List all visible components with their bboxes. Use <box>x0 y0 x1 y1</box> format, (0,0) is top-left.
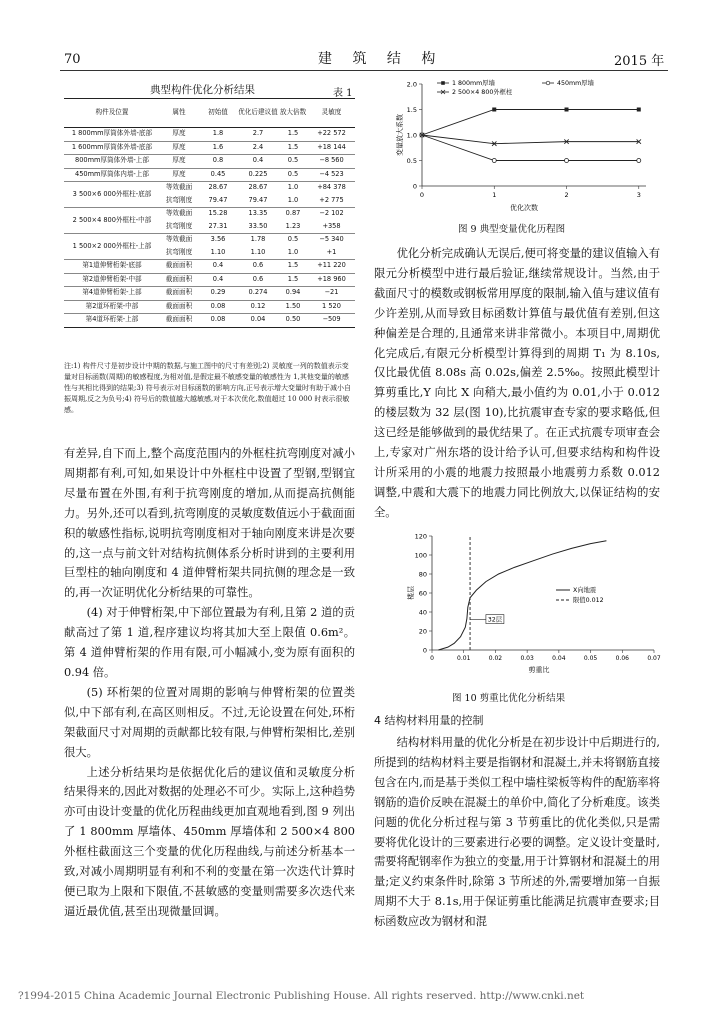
table-cell: +2 775 <box>319 195 344 204</box>
table-cell: +358 <box>322 221 341 230</box>
table-row <box>64 141 355 155</box>
table-row <box>64 273 355 287</box>
table-cell: 0.87 <box>278 208 308 221</box>
x-tick-label: 0.02 <box>488 655 503 662</box>
header-rule <box>60 70 668 71</box>
figure-9-chart <box>392 76 662 216</box>
table-cell: 0.5 <box>278 155 308 169</box>
table-cell: 15.28 <box>198 208 238 221</box>
table-cell: 截面面积 <box>160 287 198 301</box>
table-cell: 1 800mm厚筒体外墙-底部 <box>71 129 153 138</box>
table-cell: 1.50 <box>278 300 308 314</box>
table-cell: 等效截面 <box>160 208 198 221</box>
legend-label: 2 500×4 800外框柱 <box>452 89 513 96</box>
table-row <box>64 260 355 274</box>
table-cell: 0.274 <box>238 287 278 301</box>
figure-10-chart <box>404 530 666 678</box>
table-row <box>64 128 355 142</box>
data-point <box>565 108 569 112</box>
table-cell: 厚度 <box>160 141 198 155</box>
table-row <box>64 234 355 247</box>
table-cell: +1 <box>326 247 337 256</box>
data-point <box>492 108 496 112</box>
table-cell: 800mm厚筒体外墙-上部 <box>64 155 160 169</box>
journal-title: 建 筑 结 构 <box>318 51 444 67</box>
y-tick-label: 80 <box>418 570 427 579</box>
table-cell: +11 220 <box>308 260 355 274</box>
table-cell: 1.5 <box>278 273 308 287</box>
y-tick-label: 2.0 <box>406 80 417 89</box>
table-cell: 13.35 <box>238 208 278 221</box>
right-paragraph-2: 结构材料用量的优化分析是在初步设计中后期进行的,所提到的结构材料主要是指钢材和混凝土,并未将钢筋直接包含在内,而是基于类似工程中墙柱梁板等构件的配筋率将钢筋的造价反映在混凝土的单价中,简化了分析难度。该类问题的优化分析过程与第 3 节剪重比的优化类似,只是需要将优化设计的三要素进行必要的调整。定义设计变量时,需要将配钢率作为独立的变量,用于计算钢材和混凝土的用量;定义约束条件时,除第 3 节所述的外,需要增加第一自振周期不大于 8.1s,用于保证剪重比能满足抗震审查要求;目标函数应改为钢材和混 <box>374 736 661 929</box>
legend-marker <box>546 81 550 85</box>
table-row <box>64 168 355 182</box>
x-tick-label: 0.07 <box>647 655 661 662</box>
table-cell: 截面面积 <box>160 273 198 287</box>
right-paragraph-1: 优化分析完成确认无误后,便可将变量的建议值输入有限元分析模型中进行最后验证,继续常规设计。当然,由于截面尺寸的模数或钢板常用厚度的限制,输入值与建议值有少许差别,从而导致目标函数计算值与最优值有差别,但这种偏差是合理的,且通常来讲非常微小。本项目中,周期优化完成后,有限元分析模型计算得到的周期 T₁ 为 8.10s,仅比最优值 8.08s 高 0.02s,偏差 2.5‰。按照此模型计算剪重比,Y 向比 X 向稍大,最小值约为 0.01,小于 0.012 的楼层数为 32 层(图 10),比抗震审查专家的要求略低,但这已经是能够做到的最优结果了。在正式抗震专项审查会上,专家对广州东塔的设计给予认可,但要求结构和构件设计所采用的小震的地震力按照最小地震剪力系数 0.012 调整,中震和大震下的地震力同比例放大,以保证结构的安全。 <box>374 247 661 519</box>
table-cell: 0.225 <box>238 168 278 182</box>
table-title: 典型构件优化分析结果 <box>150 84 255 96</box>
paragraph: (5) 环桁架的位置对周期的影响与伸臂桁架的位置类似,中下部有利,在高区则相反。不过,无论设置在何处,环桁架截面尺寸对周期的贡献都比较有限,与伸臂桁架相比,差别很大。 <box>64 685 355 759</box>
table-cell: 等效截面 <box>160 182 198 195</box>
legend-label: 1 800mm厚墙 <box>452 80 495 87</box>
x-tick-label: 0.04 <box>552 655 566 662</box>
paragraph: 上述分析结果均是依据优化后的建议值和灵敏度分析结果得来的,因此对数据的处理必不可少。实际上,这种趋势亦可由设计变量的优化历程曲线更加直观地看到,图 9 列出了 1 800mm 厚墙体、450mm 厚墙体和 2 500×4 800 外框柱截面这三个变量的优化历程曲线,与前述分析基本一致,对减小周期明显有利和不利的变量在第一次迭代计算时便已取为上限和下限值,不甚敏感的变量则需要多次迭代来逼近最优值,甚至出现微量回调。 <box>64 765 355 918</box>
table-row <box>64 300 355 314</box>
table-cell: 抗弯刚度 <box>165 195 193 204</box>
x-tick-label: 0.06 <box>615 655 629 662</box>
table-cell: 1 500×2 000外框柱-上部 <box>64 234 160 260</box>
table-cell: −21 <box>308 287 355 301</box>
figure-9-caption: 图 9 典型变量优化历程图 <box>458 224 566 235</box>
table-cell: 79.47 <box>248 195 268 204</box>
y-tick-label: 60 <box>418 589 427 598</box>
table-note: 注:1) 构件尺寸是初步设计中期的数据,与施工图中的尺寸有差别;2) 灵敏度一列的数值表示变量对目标函数(周期)的敏感程度,为相对值,是假定最不敏感变量的敏感性为 1,其他变量的敏感性与其相比得到的结果;3) 符号表示对目标函数的影响方向,正号表示增大变量时有助于减小自振周期,反之为负号;4) 符号后的数值越大越敏感,对于本次优化,数值超过 10 000 时表示很敏感。 <box>64 362 351 414</box>
table-row <box>64 208 355 221</box>
x-tick-label: 0.01 <box>457 655 471 662</box>
table-cell: 截面面积 <box>160 260 198 274</box>
table-cell: 第2道环桁架-中部 <box>64 300 160 314</box>
table-cell: 第4道环桁架-上部 <box>64 314 160 328</box>
table-cell: 1.0 <box>278 182 308 195</box>
paragraph: 有差异,自下而上,整个高度范围内的外框柱抗弯刚度对减小周期都有利,可知,如果设计中外框柱中设置了型钢,型钢宜尽量布置在外围,有利于抗弯刚度的增加,从而提高抗侧能力。另外,还可以看到,抗弯刚度的灵敏度数值远小于截面面积的敏感性指标,说明抗弯刚度相对于轴向刚度来讲是次要的,这一点与前文针对结构抗侧体系分析时讲到的主要利用巨型柱的轴向刚度和 4 道伸臂桁架共同抗侧的理念是一致的,再一次证明优化分析结果的可靠性。 <box>64 447 355 600</box>
table-cell: 1.10 <box>250 247 266 256</box>
table-cell: 1.0 <box>287 195 299 204</box>
table-cell: 0.08 <box>198 314 238 328</box>
table-cell: 0.4 <box>198 260 238 274</box>
table-header-cell: 优化后建议值 <box>238 99 278 128</box>
series-line-0 <box>422 110 639 136</box>
table-cell: 1.78 <box>238 234 278 247</box>
y-tick-label: 1.0 <box>406 131 417 140</box>
legend-label: 450mm厚墙 <box>557 80 594 87</box>
x-axis-label: 优化次数 <box>510 204 538 212</box>
optimization-results-table <box>64 98 355 328</box>
data-point <box>565 159 569 163</box>
x-tick-label: 0.03 <box>520 655 534 662</box>
table-cell: −2 102 <box>308 208 355 221</box>
table-cell: 0.5 <box>278 168 308 182</box>
table-cell: 第1道伸臂桁架-底部 <box>64 260 160 274</box>
copyright-footer: ?1994-2015 China Academic Journal Electronic Publishing House. All rights reserved. http://www.cnki.net <box>18 990 585 1002</box>
data-point <box>637 108 641 112</box>
issue-year: 2015 年 <box>614 54 665 69</box>
x-tick-label: 0 <box>430 655 434 662</box>
table-cell: +18 960 <box>308 273 355 287</box>
table-cell: 厚度 <box>160 155 198 169</box>
series-line-x-seismic <box>438 541 606 650</box>
table-cell: 0.45 <box>198 168 238 182</box>
table-row <box>64 155 355 169</box>
table-cell: 抗弯刚度 <box>165 221 193 230</box>
table-cell: 1.0 <box>287 247 299 256</box>
data-point <box>492 159 496 163</box>
y-tick-label: 20 <box>418 627 427 636</box>
data-point <box>637 159 641 163</box>
table-cell: 0.29 <box>198 287 238 301</box>
table-cell: 0.08 <box>198 300 238 314</box>
y-axis-label: 楼层 <box>407 586 415 600</box>
table-cell: 79.47 <box>208 195 228 204</box>
table-cell: 1.10 <box>210 247 226 256</box>
table-cell: 截面面积 <box>160 314 198 328</box>
page-number: 70 <box>64 52 81 67</box>
x-tick-label: 3 <box>636 191 641 199</box>
table-cell: 抗弯刚度 <box>165 247 193 256</box>
table-cell: −509 <box>308 314 355 328</box>
table-cell: 1.5 <box>278 141 308 155</box>
annotation-label: 32层 <box>487 616 503 624</box>
table-cell: 0.04 <box>238 314 278 328</box>
table-cell: 2 500×4 800外框柱-中部 <box>64 208 160 234</box>
y-tick-label: 100 <box>414 551 427 560</box>
table-cell: 0.5 <box>278 234 308 247</box>
y-tick-label: 0 <box>422 646 427 655</box>
table-cell: 27.31 <box>208 221 228 230</box>
x-tick-label: 2 <box>564 191 569 199</box>
x-tick-label: 1 <box>492 191 497 199</box>
table-cell: 1 520 <box>308 300 355 314</box>
table-cell: 0.12 <box>238 300 278 314</box>
section-heading: 4 结构材料用量的控制 <box>374 714 484 727</box>
table-cell: −4 523 <box>308 168 355 182</box>
table-cell: 1.5 <box>287 129 299 138</box>
y-axis-label: 变量放大系数 <box>396 114 404 156</box>
table-cell: 等效截面 <box>160 234 198 247</box>
y-tick-label: 40 <box>418 608 427 617</box>
x-tick-label: 0.05 <box>583 655 598 662</box>
table-cell: 28.67 <box>198 182 238 195</box>
legend-marker <box>441 81 445 85</box>
table-cell: −5 340 <box>308 234 355 247</box>
table-cell: 第4道伸臂桁架-上部 <box>64 287 160 301</box>
table-number: 表 1 <box>333 88 353 99</box>
table-cell: +84 378 <box>308 182 355 195</box>
table-cell: 0.4 <box>238 155 278 169</box>
paragraph: (4) 对于伸臂桁架,中下部位置最为有利,且第 2 道的贡献高过了第 1 道,程序建议均将其加大至上限值 0.6m²。第 4 道伸臂桁架的作用有限,可小幅减小,变为原有面积的 0.94 倍。 <box>64 606 355 679</box>
table-cell: 截面面积 <box>160 300 198 314</box>
table-cell: 0.6 <box>238 273 278 287</box>
table-cell: 28.67 <box>238 182 278 195</box>
x-axis-label: 剪重比 <box>528 666 550 674</box>
y-tick-label: 0 <box>412 182 417 191</box>
table-cell: 第2道伸臂桁架-中部 <box>64 273 160 287</box>
table-cell: +18 144 <box>308 141 355 155</box>
y-tick-label: 1.5 <box>406 106 417 114</box>
table-cell: 33.50 <box>248 221 268 230</box>
table-cell: 1.23 <box>285 221 301 230</box>
left-column-text <box>64 444 355 922</box>
table-cell: 0.4 <box>198 273 238 287</box>
table-cell: 厚度 <box>172 129 186 138</box>
y-tick-label: 120 <box>414 532 427 541</box>
table-cell: 厚度 <box>160 168 198 182</box>
table-cell: +22 572 <box>317 129 346 138</box>
table-header-cell: 放大倍数 <box>278 99 308 128</box>
table-cell: 2.4 <box>238 141 278 155</box>
figure-10-caption: 图 10 剪重比优化分析结果 <box>452 693 566 704</box>
table-cell: 0.94 <box>278 287 308 301</box>
table-cell: 3 500×6 000外框柱-底部 <box>64 182 160 208</box>
table-cell: 2.7 <box>252 129 264 138</box>
table-cell: 1 600mm厚筒体外墙-底部 <box>64 141 160 155</box>
table-cell: 1.5 <box>278 260 308 274</box>
legend-label: 限值0.012 <box>573 597 604 604</box>
series-line-2 <box>422 135 639 144</box>
table-cell: 450mm厚筒体内墙-上部 <box>64 168 160 182</box>
y-tick-label: 0.5 <box>406 157 417 165</box>
table-cell: 0.8 <box>198 155 238 169</box>
table-header-cell: 构件及位置 <box>64 99 160 128</box>
x-tick-label: 0 <box>419 191 425 199</box>
table-cell: 1.6 <box>198 141 238 155</box>
table-header-cell: 属性 <box>160 99 198 128</box>
table-cell: 0.6 <box>238 260 278 274</box>
table-header-cell: 灵敏度 <box>308 99 355 128</box>
table-cell: 0.50 <box>278 314 308 328</box>
table-row <box>64 314 355 328</box>
legend-label: X向地震 <box>573 587 597 594</box>
table-cell: 3.56 <box>198 234 238 247</box>
table-header-cell: 初始值 <box>198 99 238 128</box>
table-cell: 1.8 <box>212 129 224 138</box>
table-cell: −8 560 <box>308 155 355 169</box>
table-row <box>64 287 355 301</box>
table-header-row <box>64 99 355 128</box>
table-row <box>64 182 355 195</box>
